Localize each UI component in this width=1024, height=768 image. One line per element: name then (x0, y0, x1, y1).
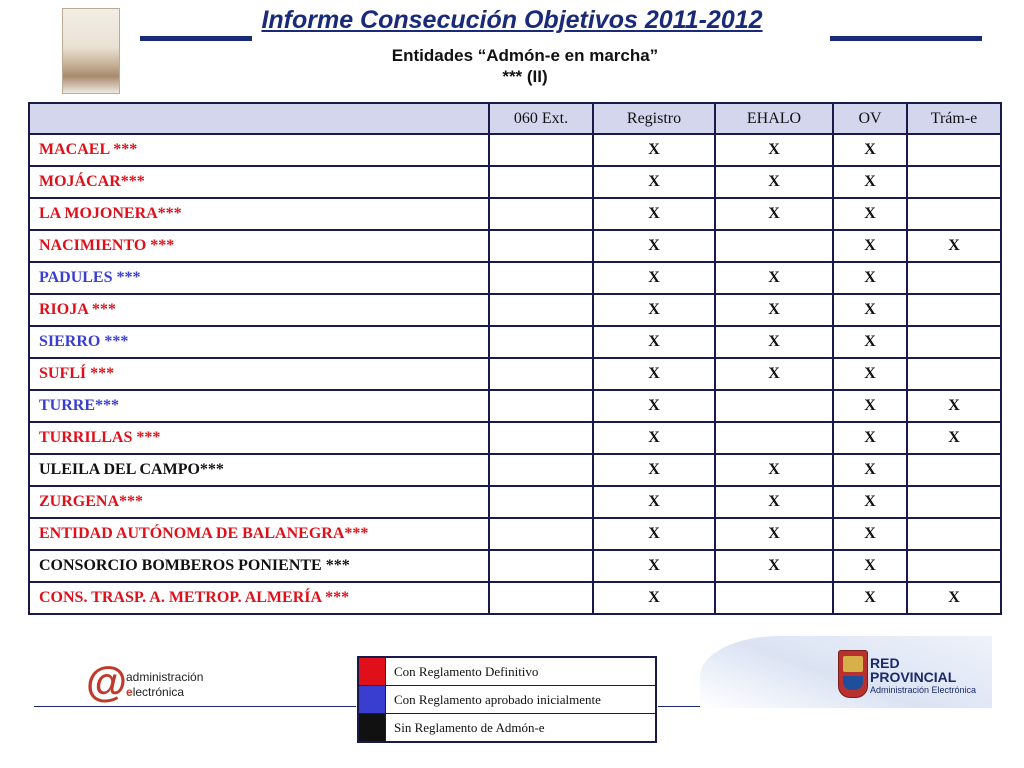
table-row (29, 166, 1001, 198)
title-rule-left (140, 36, 252, 41)
entity-name: MOJÁCAR*** (29, 166, 489, 198)
table-row (29, 518, 1001, 550)
objective-cell: X (833, 550, 907, 582)
objective-cell: X (833, 518, 907, 550)
entity-name: RIOJA *** (29, 294, 489, 326)
objective-cell: X (907, 582, 1001, 614)
page-subtitle-marker: *** (II) (502, 67, 548, 86)
entity-name: LA MOJONERA*** (29, 198, 489, 230)
objective-cell (489, 166, 593, 198)
legend-row (358, 714, 656, 743)
entity-name: ENTIDAD AUTÓNOMA DE BALANEGRA*** (29, 518, 489, 550)
objective-cell (907, 486, 1001, 518)
objective-cell: X (833, 582, 907, 614)
objective-cell: X (715, 486, 833, 518)
objective-cell: X (593, 134, 715, 166)
objective-cell (715, 582, 833, 614)
entity-name: CONS. TRASP. A. METROP. ALMERÍA *** (29, 582, 489, 614)
objective-cell: X (593, 582, 715, 614)
admin-logo-line1: administración (126, 670, 204, 684)
legend-row (358, 686, 656, 714)
table-row (29, 326, 1001, 358)
objective-cell (489, 134, 593, 166)
table-row (29, 454, 1001, 486)
admin-logo-line2-rest: lectrónica (132, 685, 185, 699)
objective-cell: X (715, 550, 833, 582)
column-header: Trám-e (907, 103, 1001, 134)
objective-cell: X (833, 294, 907, 326)
legend-body (358, 657, 656, 742)
objective-cell: X (833, 230, 907, 262)
objective-cell: X (833, 454, 907, 486)
objective-cell: X (593, 390, 715, 422)
objective-cell: X (715, 358, 833, 390)
footer-rule (34, 706, 356, 707)
red-provincial-line1: RED (870, 655, 900, 671)
column-header: EHALO (715, 103, 833, 134)
objective-cell (715, 390, 833, 422)
objective-cell (907, 198, 1001, 230)
table-row (29, 134, 1001, 166)
objective-cell (489, 518, 593, 550)
red-provincial-line3: Administración Electrónica (870, 685, 977, 695)
objective-cell: X (833, 326, 907, 358)
table-row (29, 422, 1001, 454)
legend-row (358, 657, 656, 686)
red-provincial-line2: PROVINCIAL (870, 669, 957, 685)
objective-cell (489, 230, 593, 262)
objective-cell: X (593, 294, 715, 326)
objective-cell (907, 262, 1001, 294)
table-row (29, 390, 1001, 422)
objective-cell (907, 358, 1001, 390)
legend-label: Con Reglamento Definitivo (386, 657, 657, 686)
objective-cell: X (593, 550, 715, 582)
objective-cell (489, 486, 593, 518)
entity-name: MACAEL *** (29, 134, 489, 166)
table-row (29, 358, 1001, 390)
objective-cell (907, 166, 1001, 198)
entity-name: CONSORCIO BOMBEROS PONIENTE *** (29, 550, 489, 582)
objective-cell: X (593, 230, 715, 262)
entity-name: NACIMIENTO *** (29, 230, 489, 262)
objective-cell: X (715, 166, 833, 198)
objective-cell: X (593, 198, 715, 230)
objective-cell (907, 550, 1001, 582)
objective-cell (489, 198, 593, 230)
objective-cell: X (593, 454, 715, 486)
objective-cell (907, 454, 1001, 486)
table-row (29, 550, 1001, 582)
table-row (29, 486, 1001, 518)
page-subtitle: Entidades “Admón-e en marcha” (391, 46, 659, 65)
legend-label: Con Reglamento aprobado inicialmente (386, 686, 657, 714)
entity-name: SIERRO *** (29, 326, 489, 358)
objective-cell: X (715, 326, 833, 358)
column-header (29, 103, 489, 134)
objective-cell (907, 294, 1001, 326)
objective-cell: X (833, 486, 907, 518)
objective-cell (715, 422, 833, 454)
objective-cell: X (593, 486, 715, 518)
objective-cell: X (907, 230, 1001, 262)
objective-cell: X (715, 454, 833, 486)
entity-name: PADULES *** (29, 262, 489, 294)
page-title: Informe Consecución Objetivos 2011-2012 (261, 6, 763, 34)
objective-cell (907, 518, 1001, 550)
objective-cell: X (833, 134, 907, 166)
objective-cell (907, 326, 1001, 358)
objective-cell: X (715, 198, 833, 230)
objective-cell: X (715, 262, 833, 294)
column-header: Registro (593, 103, 715, 134)
objective-cell: X (907, 390, 1001, 422)
objective-cell (489, 358, 593, 390)
objective-cell: X (593, 358, 715, 390)
admin-logo-e: e (126, 685, 133, 699)
table-row (29, 262, 1001, 294)
title-rule-right (830, 36, 982, 41)
objective-cell (907, 134, 1001, 166)
coat-of-arms-icon (838, 650, 868, 698)
objective-cell: X (593, 326, 715, 358)
objective-cell (489, 550, 593, 582)
objective-cell: X (833, 262, 907, 294)
objective-cell: X (833, 198, 907, 230)
objective-cell: X (833, 358, 907, 390)
objective-cell: X (715, 518, 833, 550)
objective-cell: X (833, 390, 907, 422)
objective-cell: X (593, 262, 715, 294)
objectives-table-body (29, 103, 1001, 614)
entity-name: TURRILLAS *** (29, 422, 489, 454)
legend-table (357, 656, 657, 743)
table-row (29, 198, 1001, 230)
column-header: OV (833, 103, 907, 134)
objective-cell: X (593, 422, 715, 454)
objective-cell (489, 294, 593, 326)
objective-cell: X (833, 422, 907, 454)
column-header: 060 Ext. (489, 103, 593, 134)
objective-cell (489, 582, 593, 614)
legend-label: Sin Reglamento de Admón-e (386, 714, 657, 743)
objective-cell: X (715, 134, 833, 166)
objective-cell (715, 230, 833, 262)
entity-name: ZURGENA*** (29, 486, 489, 518)
objective-cell: X (593, 518, 715, 550)
admin-logo-line2 (126, 685, 184, 699)
objective-cell (489, 262, 593, 294)
entity-name: TURRE*** (29, 390, 489, 422)
objective-cell (489, 422, 593, 454)
legend-swatch (358, 714, 386, 743)
entity-name: SUFLÍ *** (29, 358, 489, 390)
objective-cell: X (715, 294, 833, 326)
table-row (29, 582, 1001, 614)
objective-cell (489, 454, 593, 486)
objective-cell: X (907, 422, 1001, 454)
table-row (29, 230, 1001, 262)
table-header-row (29, 103, 1001, 134)
administracion-electronica-logo (86, 660, 226, 706)
entity-name: ULEILA DEL CAMPO*** (29, 454, 489, 486)
legend-swatch (358, 686, 386, 714)
at-sign-icon: @ (86, 658, 127, 705)
table-row (29, 294, 1001, 326)
objectives-table (28, 102, 1002, 615)
legend-swatch (358, 657, 386, 686)
objective-cell: X (833, 166, 907, 198)
objective-cell (489, 390, 593, 422)
objective-cell (489, 326, 593, 358)
objective-cell: X (593, 166, 715, 198)
